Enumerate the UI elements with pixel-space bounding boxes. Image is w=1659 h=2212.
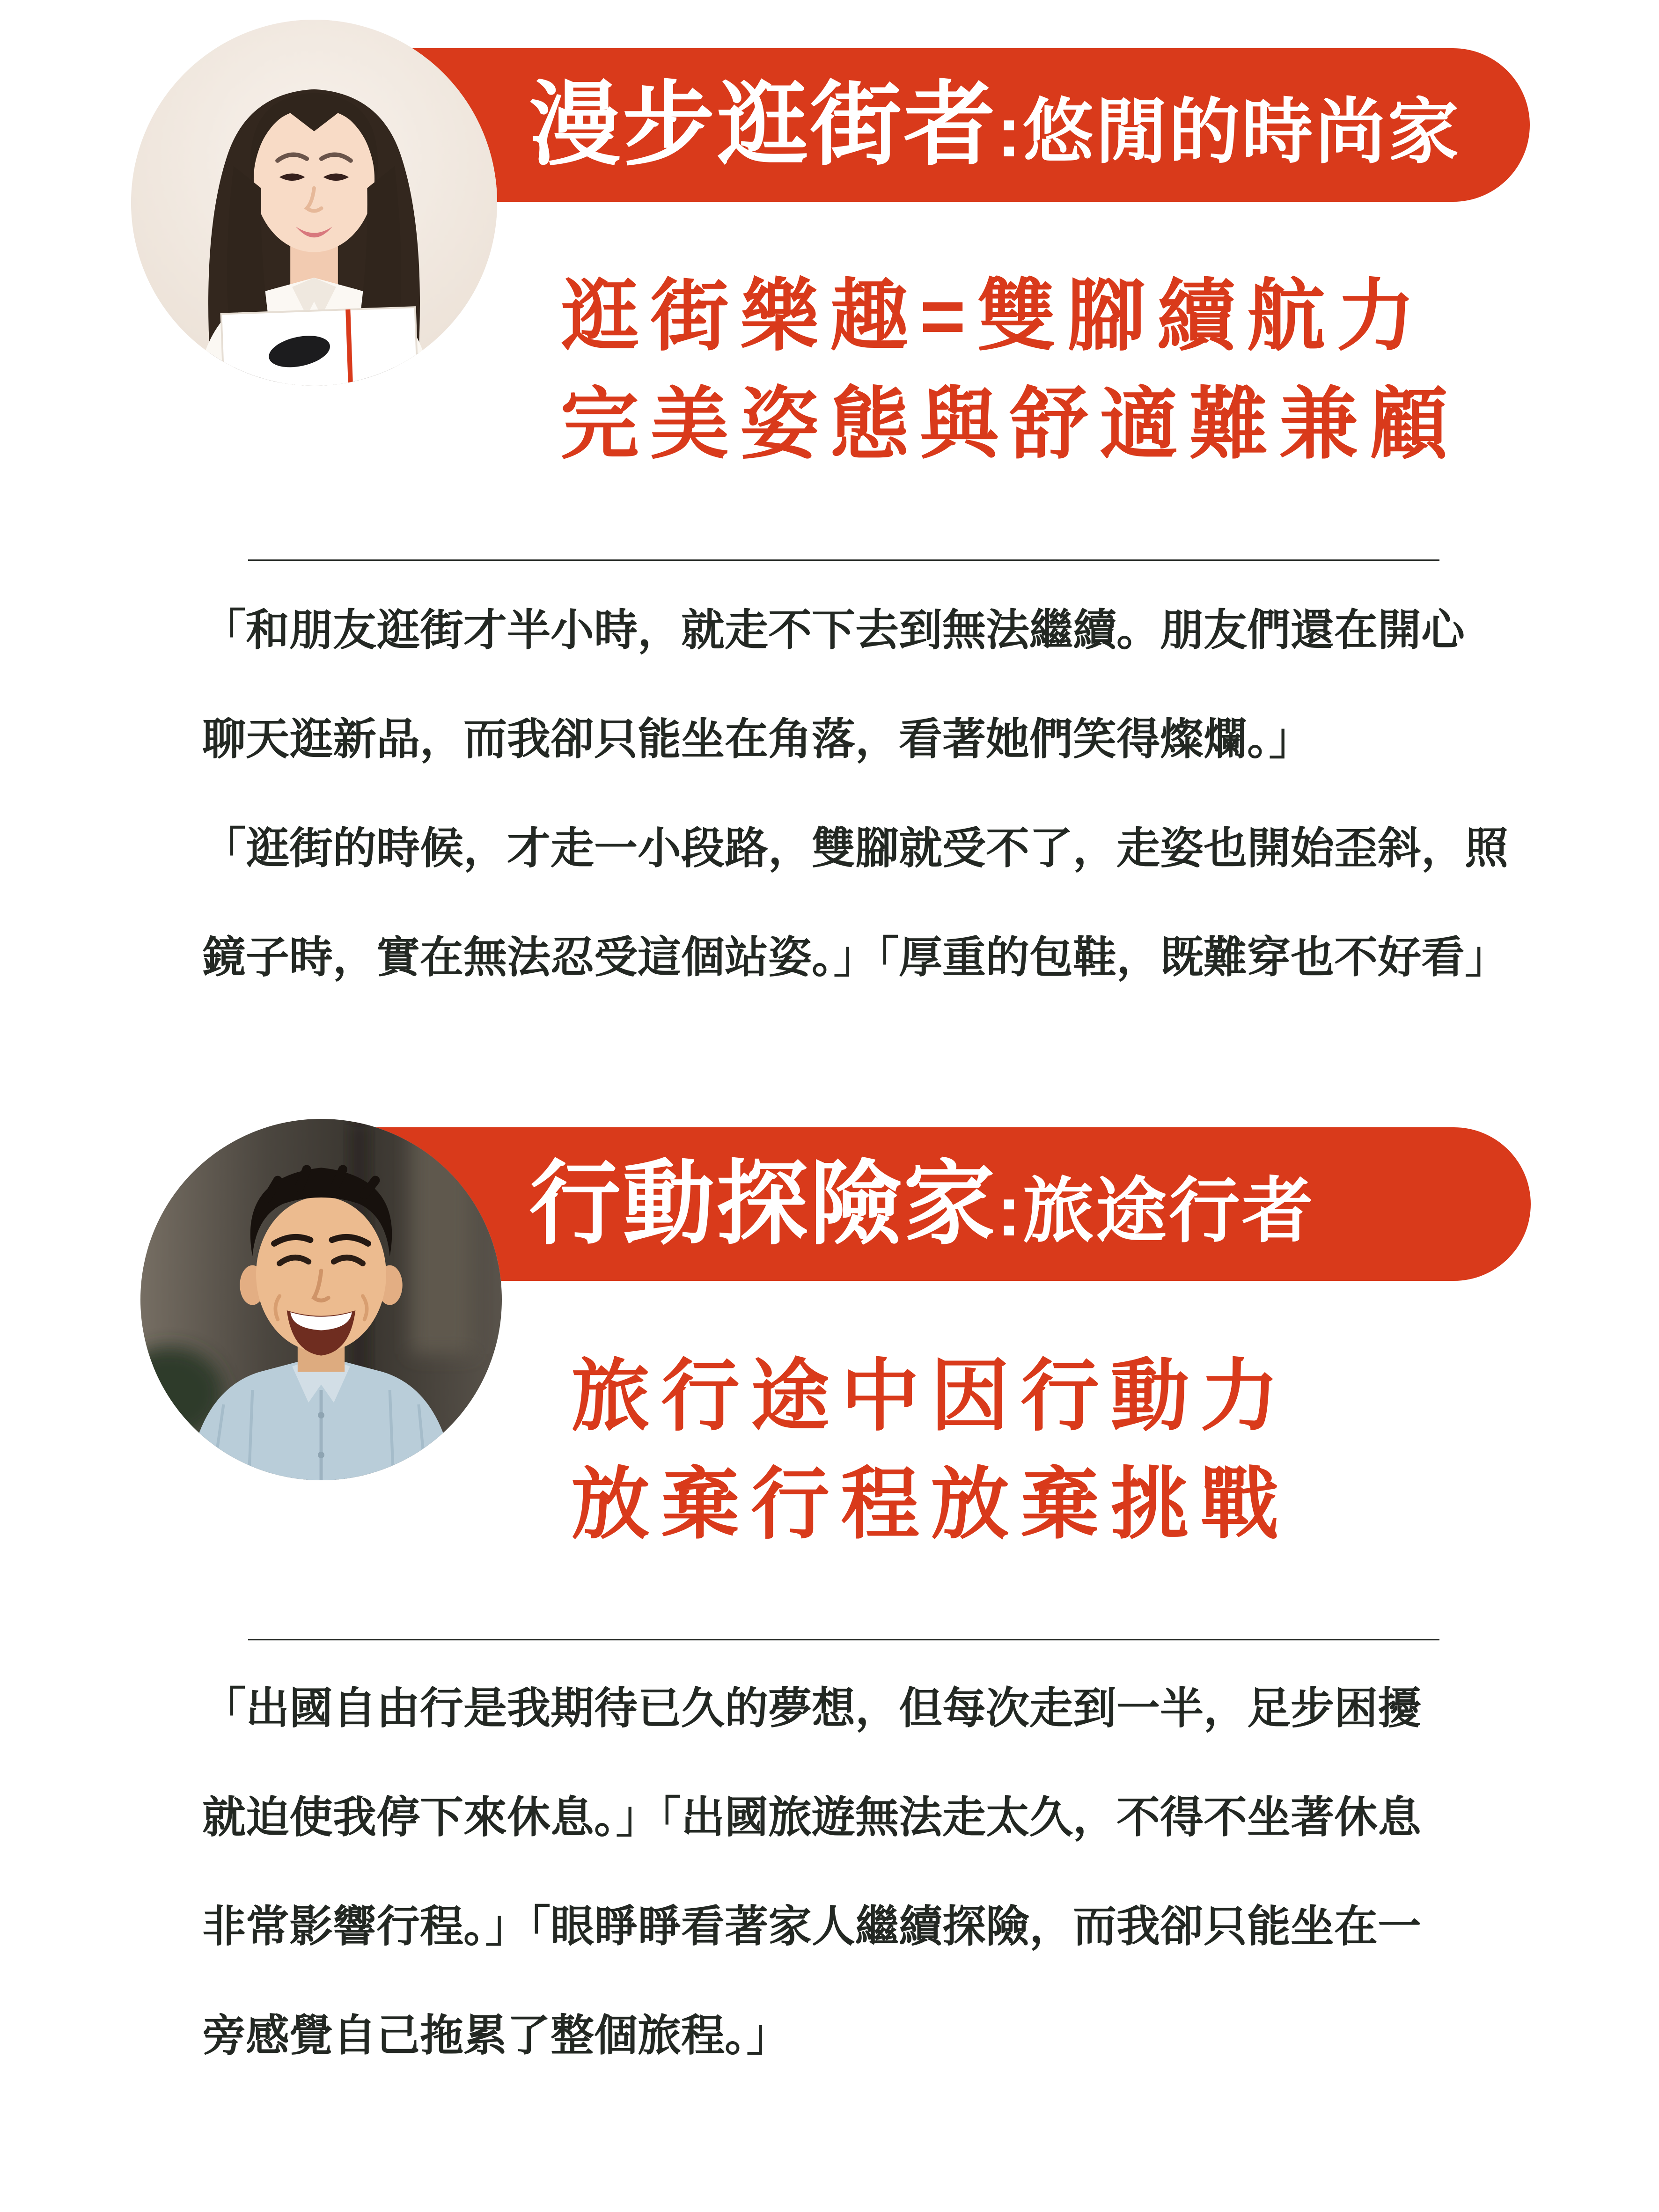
section-headline [571, 1342, 1290, 1558]
quote-line: 旁感覺自己拖累了整個旅程。」 [202, 2011, 790, 2060]
persona-banner-title-small: :旅途行者 [997, 1171, 1315, 1251]
section-headline [560, 262, 1459, 478]
persona-banner-title-small: :悠閒的時尚家 [997, 92, 1461, 172]
persona-banner-title-large: 行動探險家 [529, 1153, 998, 1255]
quote-line: 「逛街的時候，才走一小段路，雙腳就受不了，走姿也開始歪斜，照 [202, 824, 1508, 873]
headline-line: 完美姿態與舒適難兼顧 [560, 380, 1459, 468]
quote-line: 非常影響行程。」「眼睜睜看著家人繼續探險，而我卻只能坐在一 [202, 1902, 1421, 1951]
quote-line: 鏡子時，實在無法忍受這個站姿。」「厚重的包鞋，既難穿也不好看」 [202, 933, 1508, 982]
quote-line: 就迫使我停下來休息。」「出國旅遊無法走太久，不得不坐著休息 [202, 1793, 1421, 1842]
headline-line: 逛街樂趣=雙腳續航力 [560, 272, 1427, 360]
divider-line [248, 559, 1439, 561]
quote-line: 「出國自由行是我期待已久的夢想，但每次走到一半，足步困擾 [202, 1684, 1421, 1733]
quote-paragraph [202, 576, 1508, 1012]
quote-line: 「和朋友逛街才半小時，就走不下去到無法繼續。朋友們還在開心 [202, 606, 1465, 654]
divider-line [248, 1639, 1439, 1640]
man-portrait-illustration [140, 1119, 502, 1480]
headline-line: 放棄行程放棄挑戰 [571, 1460, 1290, 1548]
woman-portrait-illustration [131, 20, 497, 386]
quote-line: 聊天逛新品，而我卻只能坐在角落，看著她們笑得燦爛。」 [202, 715, 1313, 764]
avatar-man [140, 1119, 502, 1480]
avatar-woman [131, 20, 497, 386]
persona-banner-title-large: 漫步逛街者 [529, 73, 998, 176]
quote-paragraph [202, 1654, 1421, 2090]
headline-line: 旅行途中因行動力 [571, 1352, 1290, 1440]
